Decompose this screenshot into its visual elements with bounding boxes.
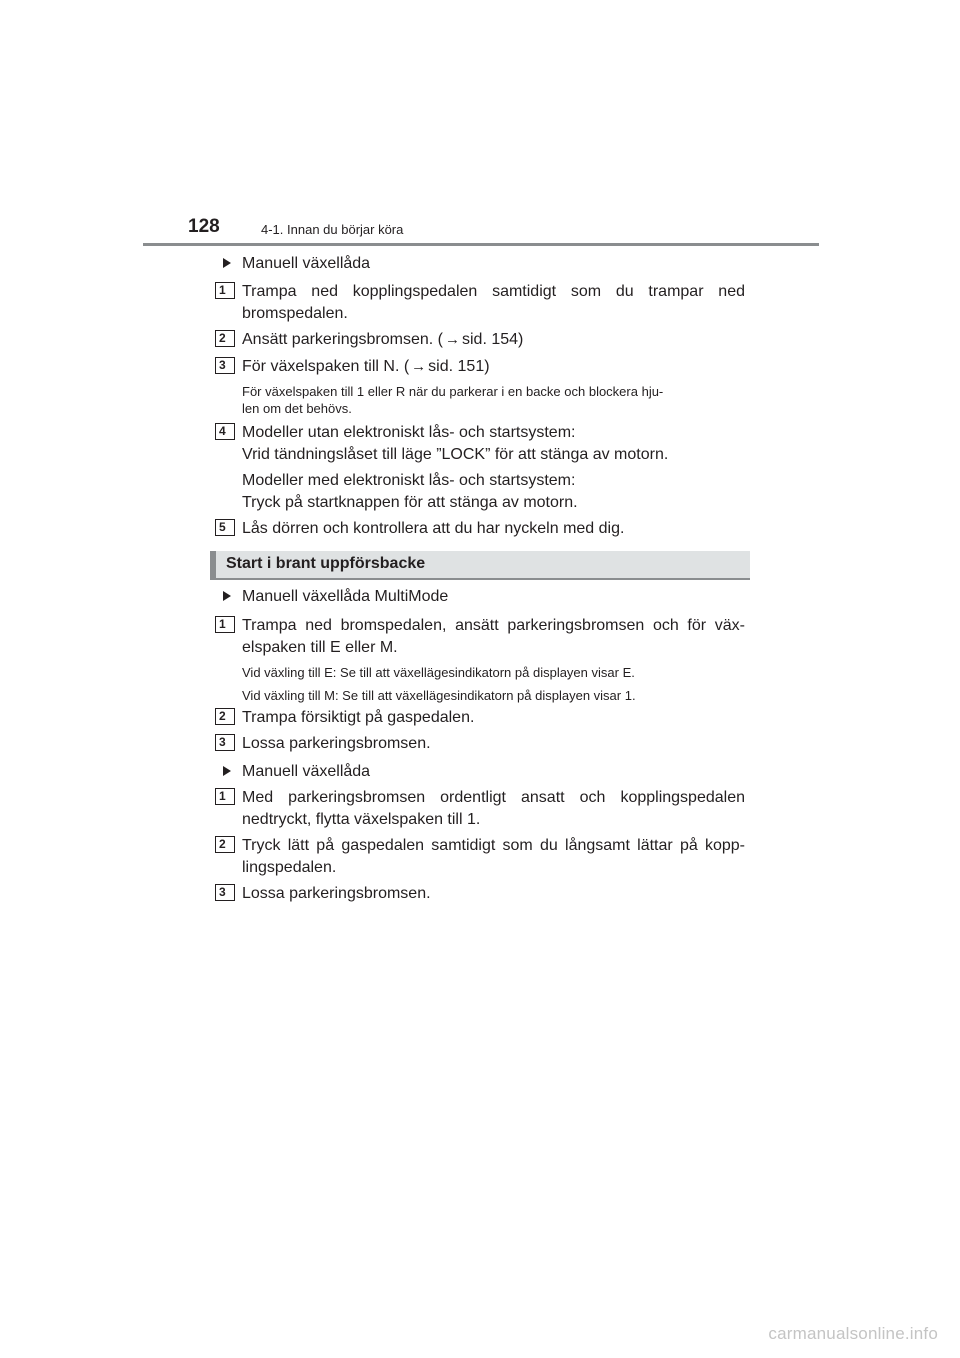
note-text: len om det behövs. xyxy=(242,401,352,416)
step-text: Tryck på startknappen för att stänga av motorn. xyxy=(242,494,578,511)
bullet-triangle-icon xyxy=(223,766,231,776)
page-number: 128 xyxy=(188,216,220,237)
step-text: Ansätt parkeringsbromsen. ( → sid. 154) xyxy=(242,328,745,352)
section-heading-text: Start i brant uppförsbacke xyxy=(226,555,426,572)
step-text: elspaken till E eller M. xyxy=(242,639,398,656)
step-number-badge: 1 xyxy=(215,788,235,805)
step-number-badge: 1 xyxy=(215,282,235,299)
step-number-badge: 4 xyxy=(215,423,235,440)
step-number-badge: 1 xyxy=(215,616,235,633)
step-text: Vrid tändningslåset till läge ”LOCK” för att stänga av motorn. xyxy=(242,446,669,463)
subheading-manual: Manuell växellåda xyxy=(242,763,371,780)
step-text: Lossa parkeringsbromsen. xyxy=(242,885,431,902)
note-text: För växelspaken till 1 eller R när du parkerar i en backe och blockera hju- xyxy=(242,384,664,399)
step-text: Tryck lätt på gaspedalen samtidigt som du långsamt lättar på kopp- xyxy=(242,837,745,854)
arrow-right-icon: → xyxy=(411,358,427,375)
step-text: Med parkeringsbromsen ordentligt ansatt och kopplingspedalen xyxy=(242,789,745,806)
page-reference-link[interactable]: sid. 154) xyxy=(461,331,524,348)
step-number-badge: 3 xyxy=(215,884,235,901)
step-text: Lås dörren och kontrollera att du har nyckeln med dig. xyxy=(242,520,625,537)
note-text: Vid växling till E: Se till att växellägesindikatorn på displayen visar E. xyxy=(242,665,635,680)
step-text: Trampa ned bromspedalen, ansätt parkeringsbromsen och för väx- xyxy=(242,617,745,634)
step-number-badge: 2 xyxy=(215,330,235,347)
step-number-badge: 2 xyxy=(215,708,235,725)
step-text: nedtryckt, flytta växelspaken till 1. xyxy=(242,811,481,828)
step-text: lingspedalen. xyxy=(242,859,337,876)
step-number-badge: 2 xyxy=(215,836,235,853)
note-text: Vid växling till M: Se till att växellägesindikatorn på displayen visar 1. xyxy=(242,688,636,703)
step-number-badge: 5 xyxy=(215,519,235,536)
section-title: 4-1. Innan du börjar köra xyxy=(261,222,404,237)
step-number-badge: 3 xyxy=(215,734,235,751)
arrow-right-icon: → xyxy=(444,331,460,348)
step-number-badge: 3 xyxy=(215,357,235,374)
step-text: bromspedalen. xyxy=(242,305,348,322)
subheading-multimode: Manuell växellåda MultiMode xyxy=(242,588,449,605)
section-heading xyxy=(210,551,750,579)
section-heading-divider xyxy=(210,578,750,580)
watermark: carmanualsonline.info xyxy=(768,1324,938,1343)
step-text: För växelspaken till N. ( → sid. 151) xyxy=(242,355,745,379)
subheading-manual: Manuell växellåda xyxy=(242,255,371,272)
step-text: Trampa ned kopplingspedalen samtidigt som du trampar ned xyxy=(242,283,745,300)
bullet-triangle-icon xyxy=(223,591,231,601)
header-divider xyxy=(143,243,819,246)
step-text: Lossa parkeringsbromsen. xyxy=(242,735,431,752)
step-text: Trampa försiktigt på gaspedalen. xyxy=(242,709,475,726)
bullet-triangle-icon xyxy=(223,258,231,268)
step-text: Modeller med elektroniskt lås- och startsystem: xyxy=(242,472,576,489)
page-reference-link[interactable]: sid. 151) xyxy=(428,358,490,375)
step-text: Modeller utan elektroniskt lås- och startsystem: xyxy=(242,424,576,441)
